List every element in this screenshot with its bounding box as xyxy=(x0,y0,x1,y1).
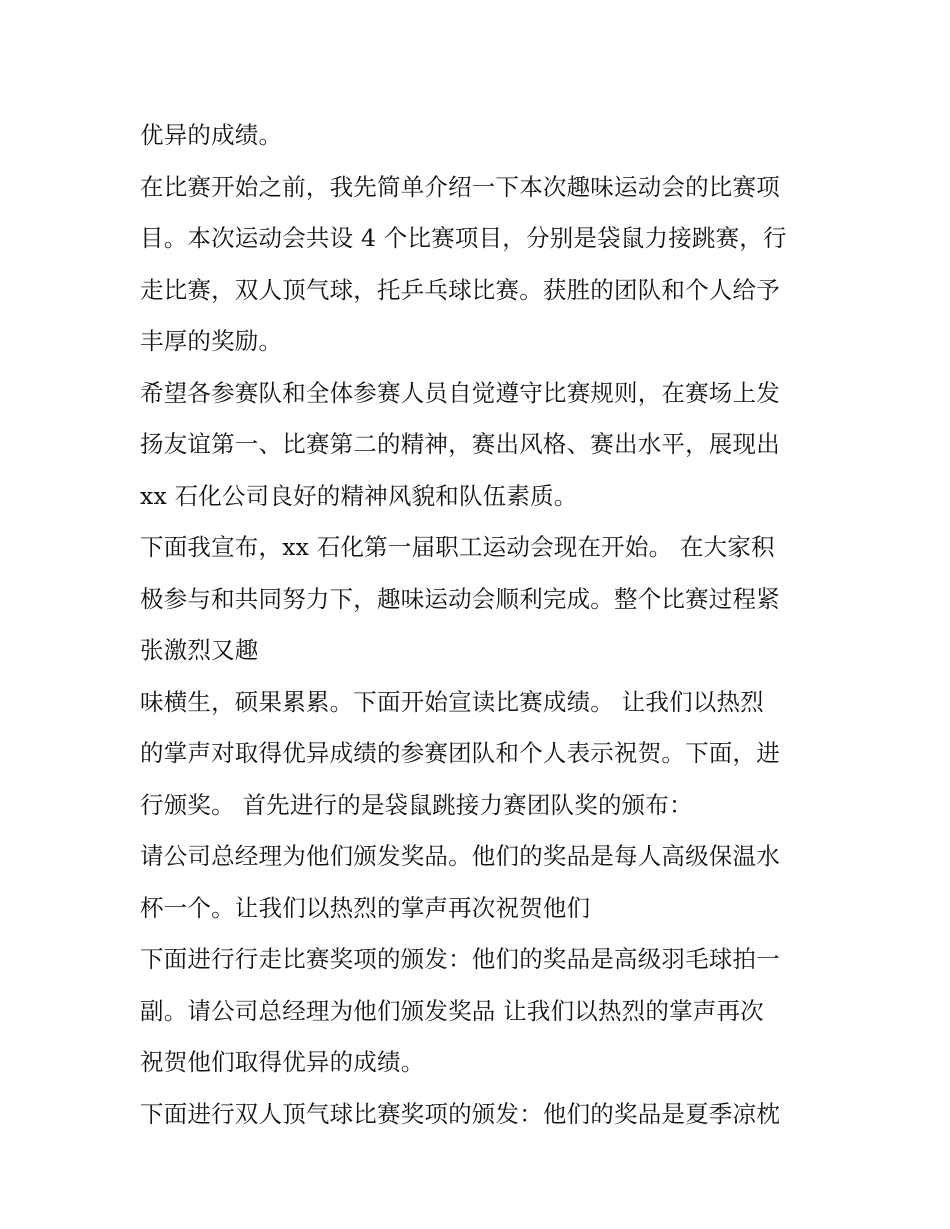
text-line: 请公司总经理为他们颁发奖品。他们的奖品是每人高级保温水 xyxy=(140,842,780,870)
text-line: 丰厚的奖励。 xyxy=(140,327,283,355)
text-line: 希望各参赛队和全体参赛人员自觉遵守比赛规则，在赛场上发 xyxy=(140,378,780,407)
text-line: 极参与和共同努力下，趣味运动会顺利完成。整个比赛过程紧 xyxy=(140,584,780,613)
text-line: 目。本次运动会共设 4 个比赛项目，分别是袋鼠力接跳赛，行 xyxy=(140,224,787,252)
text-line: 的掌声对取得优异成绩的参赛团队和个人表示祝贺。下面，进 xyxy=(140,739,780,767)
text-line: 副。请公司总经理为他们颁发奖品 让我们以热烈的掌声再次 xyxy=(140,996,764,1025)
text-line: 下面进行双人顶气球比赛奖项的颁发：他们的奖品是夏季凉枕 xyxy=(140,1099,780,1128)
text-line: xx 石化公司良好的精神风貌和队伍素质。 xyxy=(140,481,578,510)
text-line: 行颁奖。 首先进行的是袋鼠跳接力赛团队奖的颁布： xyxy=(140,790,693,819)
text-line: 扬友谊第一、比赛第二的精神，赛出风格、赛出水平，展现出 xyxy=(140,430,780,458)
text-line: 优异的成绩。 xyxy=(140,121,283,149)
text-line: 味横生，硕果累累。下面开始宣读比赛成绩。 让我们以热烈 xyxy=(140,687,764,716)
text-line: 在比赛开始之前，我先简单介绍一下本次趣味运动会的比赛项 xyxy=(140,172,780,201)
text-line: 张激烈又趣 xyxy=(140,636,259,664)
text-line: 杯一个。让我们以热烈的掌声再次祝贺他们 xyxy=(140,893,591,922)
text-line: 祝贺他们取得优异的成绩。 xyxy=(140,1048,425,1076)
text-line: 下面我宣布，xx 石化第一届职工运动会现在开始。 在大家积 xyxy=(140,533,775,561)
document-body xyxy=(140,110,820,1140)
text-line: 下面进行行走比赛奖项的颁发：他们的奖品是高级羽毛球拍一 xyxy=(140,945,780,973)
text-line: 走比赛，双人顶气球，托乒乓球比赛。获胜的团队和个人给予 xyxy=(140,275,780,304)
